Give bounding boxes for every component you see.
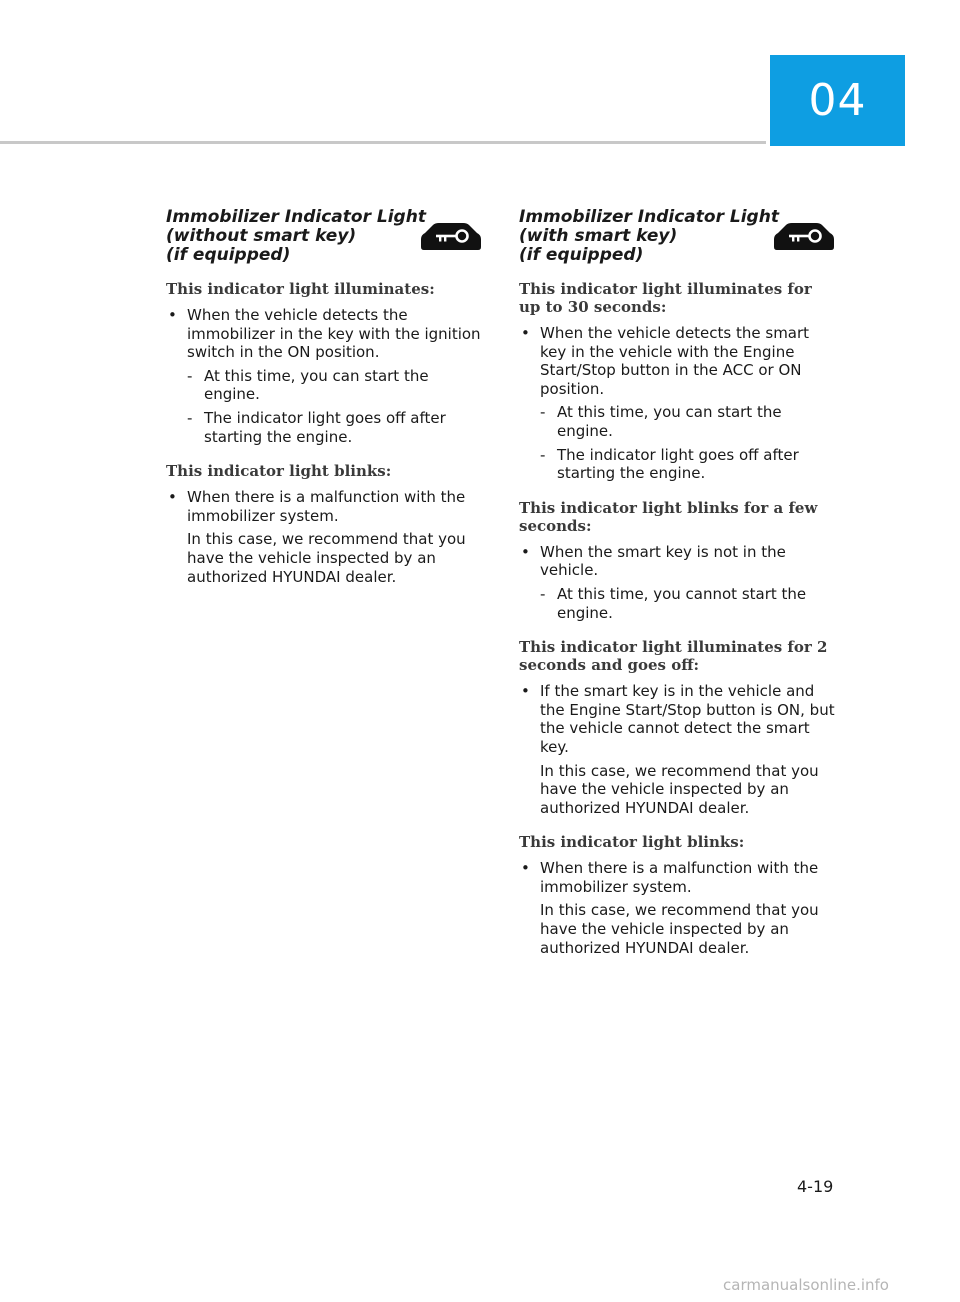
chapter-number: 04: [808, 75, 867, 126]
list-item: • When the smart key is not in the vehicle.: [521, 542, 786, 580]
note-text: In this case, we recommend that you have the vehicle inspected by an authorized HYUNDAI dealer.: [187, 530, 466, 586]
list-subitem: - At this time, you cannot start the engine.: [540, 584, 807, 622]
left-section-title: Immobilizer Indicator Light (without smart key) (if equipped): [166, 207, 426, 265]
right-section-title: Immobilizer Indicator Light (with smart key) (if equipped): [519, 207, 779, 265]
chapter-tab: [770, 55, 905, 146]
list-subitem: - The indicator light goes off after starting the engine.: [540, 445, 799, 483]
header-rule: [0, 141, 766, 144]
left-lead-blinks: This indicator light blinks:: [166, 462, 392, 481]
list-subitem: - The indicator light goes off after starting the engine.: [187, 408, 446, 446]
list-item: • When the vehicle detects the smart key in the vehicle with the Engine Start/Stop button in the ACC or ON position.: [521, 324, 810, 398]
list-subitem: - At this time, you can start the engine.: [187, 366, 429, 404]
right-lead-illuminates-2s: This indicator light illuminates for 2 seconds and goes off:: [519, 638, 828, 675]
list-item: • When the vehicle detects the immobilizer in the key with the ignition switch in the ON position.: [168, 306, 481, 362]
right-column: [519, 208, 837, 957]
right-lead-blinks-few-seconds: This indicator light blinks for a few seconds:: [519, 498, 818, 535]
list-item: • If the smart key is in the vehicle and the Engine Start/Stop button is ON, but the vehicle cannot detect the smart key.: [521, 682, 835, 756]
note-text: In this case, we recommend that you have the vehicle inspected by an authorized HYUNDAI dealer.: [540, 901, 819, 957]
immobilizer-key-car-icon: [771, 220, 837, 254]
immobilizer-key-car-icon: [418, 220, 484, 254]
left-lead-illuminates: This indicator light illuminates:: [166, 280, 435, 298]
watermark-text: carmanualsonline.info: [723, 1276, 889, 1294]
right-lead-illuminates-30s: This indicator light illuminates for up to 30 seconds:: [519, 280, 812, 316]
right-lead-blinks: This indicator light blinks:: [519, 833, 745, 852]
left-column: [166, 208, 484, 586]
note-text: In this case, we recommend that you have the vehicle inspected by an authorized HYUNDAI dealer.: [540, 761, 819, 817]
page-number: 4-19: [797, 1177, 834, 1196]
list-item: • When there is a malfunction with the immobilizer system.: [521, 859, 819, 896]
right-section-header: [519, 208, 837, 268]
left-section-header: [166, 208, 484, 268]
list-subitem: - At this time, you can start the engine.: [540, 403, 782, 440]
list-item: • When there is a malfunction with the immobilizer system.: [168, 488, 466, 525]
